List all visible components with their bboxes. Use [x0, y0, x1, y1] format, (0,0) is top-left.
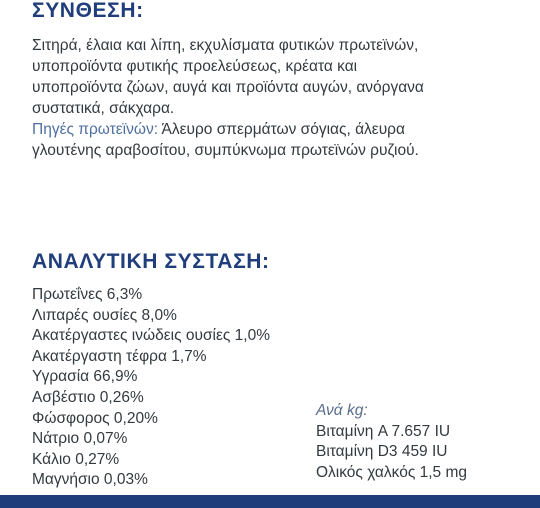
list-item: Ασβέστιο 0,26%: [32, 388, 144, 406]
protein-sources-text: Άλευρο σπερμάτων σόγιας, άλευρα: [158, 121, 405, 138]
list-item: Πρωτεΐνες 6,3%: [32, 286, 143, 303]
list-item: Ολικός χαλκός 1,5 mg: [316, 463, 467, 481]
composition-line: συστατικά, σάκχαρα.: [32, 100, 175, 117]
vitamins-list: [316, 401, 467, 483]
analysis-heading: ΑΝΑΛΥΤΙΚΗ ΣΥΣΤΑΣΗ:: [32, 250, 270, 273]
list-item: Υγρασία 66,9%: [32, 368, 138, 386]
list-item: Βιταμίνη A 7.657 IU: [316, 422, 451, 440]
list-item: Λιπαρές ουσίες 8,0%: [32, 306, 177, 324]
analysis-list: [32, 285, 270, 491]
composition-line: υποπροϊόντα ζώων, αυγά και προϊόντα αυγών, ανόργανα: [32, 79, 424, 96]
protein-sources-line: [32, 119, 532, 140]
list-item: Βιταμίνη D3 459 IU: [316, 443, 448, 461]
composition-line: υποπροϊόντα φυτικής προελεύσεως, κρέατα και: [32, 58, 358, 75]
protein-sources-label: Πηγές πρωτεϊνών:: [32, 121, 159, 138]
list-item: Μαγνήσιο 0,03%: [32, 471, 148, 489]
composition-text: [32, 35, 532, 161]
vitamins-label: Ανά kg:: [316, 402, 368, 419]
list-item: Νάτριο 0,07%: [32, 430, 128, 448]
bottom-bar: [0, 495, 540, 508]
composition-heading: ΣΥΝΘΕΣΗ:: [32, 0, 144, 22]
list-item: Κάλιο 0,27%: [32, 450, 120, 468]
list-item: Φώσφορος 0,20%: [32, 409, 158, 427]
protein-sources-line: γλουτένης αραβοσίτου, συμπύκνωμα πρωτεϊνών ρυζιού.: [32, 142, 419, 159]
composition-line: Σιτηρά, έλαια και λίπη, εκχυλίσματα φυτικών πρωτεϊνών,: [32, 37, 419, 54]
list-item: Ακατέργαστη τέφρα 1,7%: [32, 347, 207, 365]
list-item: Ακατέργαστες ινώδεις ουσίες 1,0%: [32, 327, 270, 345]
